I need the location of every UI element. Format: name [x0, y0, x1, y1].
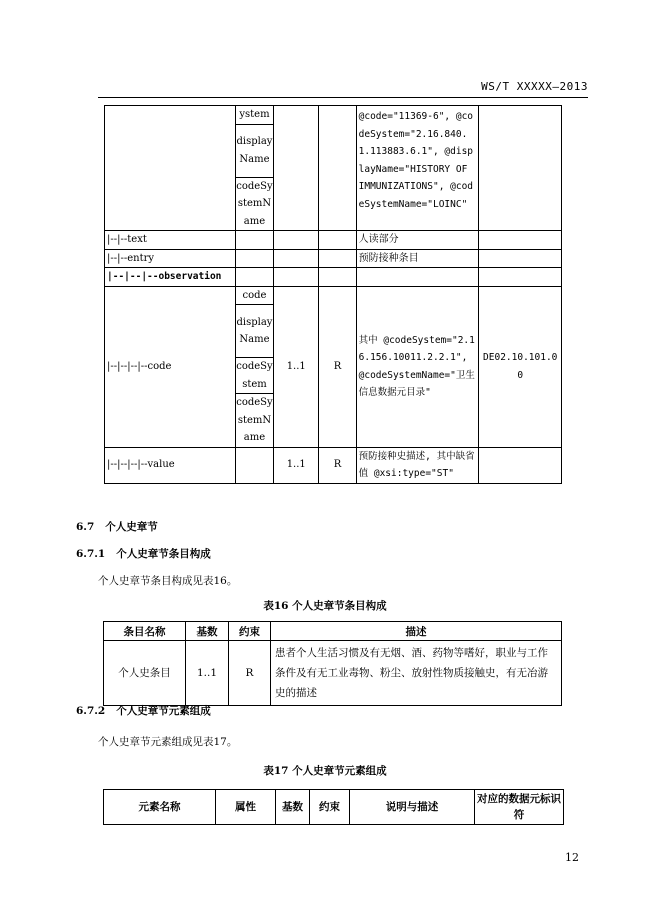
column-header: 属性 — [216, 790, 276, 825]
table-header-row — [104, 790, 564, 825]
subsection-heading — [76, 546, 211, 561]
constraint: R — [319, 447, 356, 483]
section-number: 6.7.1 — [76, 548, 106, 560]
table-row — [105, 286, 562, 305]
cardinality: 1..1 — [186, 641, 229, 706]
cardinality: 1..1 — [274, 447, 319, 483]
data-element-id: DE02.10.101.00 — [479, 286, 562, 447]
header-rule — [98, 97, 588, 98]
constraint: R — [319, 286, 356, 447]
attr-cell: displayName — [235, 124, 273, 177]
column-header: 对应的数据元标识符 — [475, 790, 564, 825]
document-code: WS/T XXXXX—2013 — [481, 80, 588, 93]
table-17 — [103, 789, 564, 825]
paragraph: 个人史章节条目构成见表16。 — [98, 575, 238, 587]
column-header: 说明与描述 — [350, 790, 475, 825]
table-caption: 表17 个人史章节元素组成 — [263, 765, 387, 777]
column-header: 描述 — [271, 622, 562, 641]
table-row — [105, 447, 562, 483]
section-title: 个人史章节 — [105, 521, 158, 533]
table-row — [104, 641, 562, 706]
constraint: R — [229, 641, 271, 706]
column-header: 约束 — [229, 622, 271, 641]
attr-cell: code — [235, 286, 273, 305]
desc-cell: 预防接种史描述, 其中缺省值 @xsi:type="ST" — [356, 447, 479, 483]
desc-cell: 人读部分 — [356, 231, 479, 250]
element-name: |--|--|--observation — [105, 268, 236, 287]
element-name: |--|--text — [105, 231, 236, 250]
table-row — [105, 231, 562, 250]
element-name: |--|--|--|--value — [105, 447, 236, 483]
cardinality: 1..1 — [274, 286, 319, 447]
section-heading — [76, 519, 158, 534]
column-header: 基数 — [186, 622, 229, 641]
table-header-row — [104, 622, 562, 641]
column-header: 约束 — [310, 790, 350, 825]
paragraph: 个人史章节元素组成见表17。 — [98, 736, 238, 748]
section-title: 个人史章节元素组成 — [116, 705, 211, 717]
attr-cell: codeSystemName — [235, 177, 273, 231]
desc-cell: 预防接种条目 — [356, 249, 479, 268]
attr-cell: codeSystemName — [235, 394, 273, 448]
column-header: 元素名称 — [104, 790, 216, 825]
element-table-continued — [104, 105, 562, 484]
desc-cell: @code="11369-6", @codeSystem="2.16.840.1.113883.6.1", @displayName="HISTORY OF IMMUNIZATIONS", @codeSystemName="LOINC" — [356, 106, 479, 231]
table-caption: 表16 个人史章节条目构成 — [263, 600, 387, 612]
section-number: 6.7 — [76, 521, 95, 533]
table-row — [105, 268, 562, 287]
column-header: 条目名称 — [104, 622, 186, 641]
element-name: |--|--entry — [105, 249, 236, 268]
section-title: 个人史章节条目构成 — [116, 548, 211, 560]
table-row — [105, 249, 562, 268]
description: 患者个人生活习惯及有无烟、酒、药物等嗜好，职业与工作条件及有无工业毒物、粉尘、放射性物质接触史，有无冶游史的描述 — [271, 641, 562, 706]
attr-cell: codeSystem — [235, 358, 273, 394]
section-number: 6.7.2 — [76, 705, 106, 717]
attr-cell: displayName — [235, 305, 273, 358]
table-16 — [103, 621, 562, 706]
table-row — [105, 106, 562, 125]
element-name: |--|--|--|--code — [105, 286, 236, 447]
entry-name: 个人史条目 — [104, 641, 186, 706]
attr-cell: ystem — [235, 106, 273, 125]
subsection-heading — [76, 703, 211, 718]
column-header: 基数 — [276, 790, 310, 825]
page-number: 12 — [565, 851, 579, 864]
desc-cell: 其中 @codeSystem="2.16.156.10011.2.2.1", @codeSystemName="卫生信息数据元目录" — [356, 286, 479, 447]
